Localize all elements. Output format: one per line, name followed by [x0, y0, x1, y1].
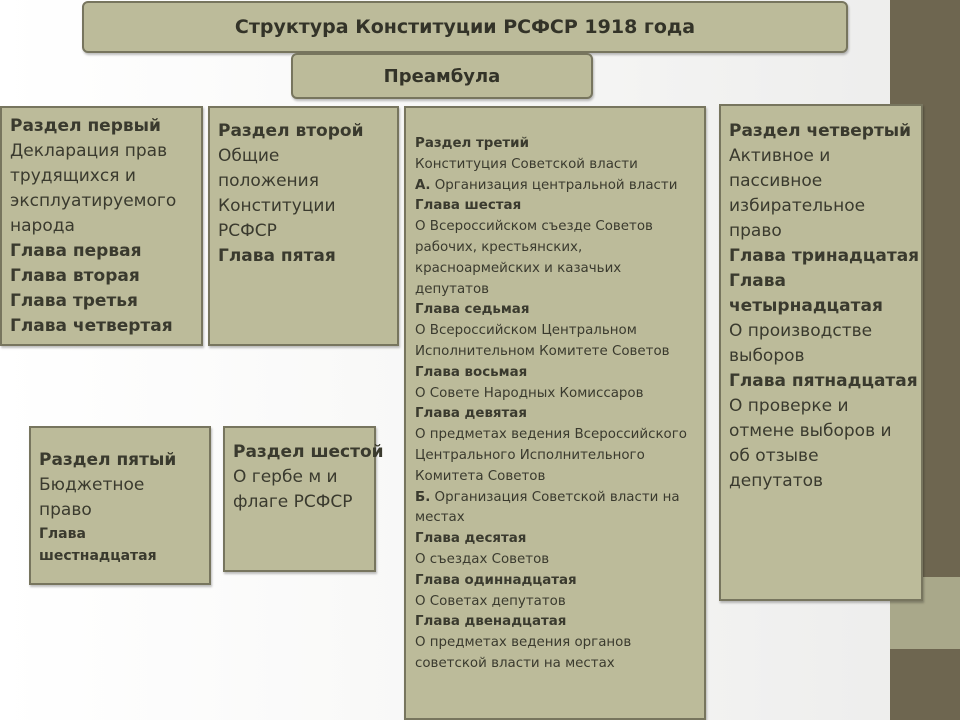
- section-text: Конституции: [218, 196, 336, 216]
- section-text: О Всероссийском Центральном: [415, 323, 637, 339]
- section-3-box: [404, 106, 706, 720]
- section-text: право: [39, 500, 92, 520]
- section-text: Исполнительном Комитете Советов: [415, 343, 670, 359]
- chapter-label: Глава: [729, 271, 786, 291]
- section-text: советской власти на местах: [415, 655, 615, 671]
- section-text: О проверке и: [729, 396, 849, 416]
- section-text: рабочих, крестьянских,: [415, 239, 583, 255]
- section-text: РСФСР: [218, 221, 277, 241]
- section-text: Активное и: [729, 146, 831, 166]
- section-text: Общие: [218, 146, 280, 166]
- decor-stripe-bottom: [890, 649, 960, 720]
- section-text: О Советах депутатов: [415, 593, 566, 609]
- chapter-label: Глава третья: [10, 291, 138, 311]
- chapter-label: Глава пятнадцатая: [729, 371, 918, 391]
- title-box: [82, 1, 848, 53]
- section-text: об отзыве: [729, 446, 819, 466]
- chapter-label: шестнадцатая: [39, 548, 157, 564]
- section-4-box: [719, 104, 923, 601]
- section-heading: Раздел второй: [218, 121, 364, 141]
- section-6-box: [223, 426, 384, 572]
- section-text: Комитета Советов: [415, 468, 546, 484]
- chapter-label: Глава: [39, 526, 86, 542]
- chapter-label: Глава двенадцатая: [415, 614, 567, 630]
- section-text: депутатов: [415, 281, 490, 297]
- section-text: О Совете Народных Комиссаров: [415, 385, 644, 401]
- section-text: депутатов: [729, 471, 824, 491]
- section-text: Бюджетное: [39, 475, 145, 495]
- section-heading: Раздел четвертый: [729, 121, 912, 141]
- section-heading: Раздел шестой: [233, 442, 384, 462]
- section-text: трудящихся и: [10, 166, 136, 186]
- section-heading: Раздел пятый: [39, 450, 177, 470]
- section-text: О предметах ведения органов: [415, 635, 632, 651]
- section-text: А. Организация центральной власти: [415, 177, 678, 193]
- chapter-label: Глава десятая: [415, 531, 527, 547]
- chapter-label: Глава четвертая: [10, 316, 173, 336]
- section-heading: Раздел третий: [415, 136, 529, 151]
- chapter-label: четырнадцатая: [729, 296, 883, 316]
- chapter-label: Глава шестая: [415, 198, 522, 214]
- chapter-label: Глава восьмая: [415, 364, 528, 380]
- section-text: избирательное: [729, 196, 866, 216]
- section-text: О гербе м и: [233, 467, 338, 487]
- preamble-box: [291, 53, 593, 99]
- section-text: эксплуатируемого: [10, 191, 177, 211]
- section-text: местах: [415, 510, 465, 526]
- preamble-label: Преамбула: [383, 65, 501, 87]
- section-text: Б. Организация Советской власти на: [415, 489, 680, 505]
- chapter-label: Глава пятая: [218, 246, 336, 266]
- chapter-label: Глава девятая: [415, 406, 527, 422]
- section-1-box: [0, 106, 203, 346]
- section-text: красноармейских и казачьих: [415, 260, 622, 276]
- section-text: Декларация прав: [10, 141, 168, 161]
- section-text: право: [729, 221, 782, 241]
- section-text: О производстве: [729, 321, 873, 341]
- section-text: Конституция Советской власти: [415, 156, 638, 172]
- chapter-label: Глава первая: [10, 241, 142, 261]
- chapter-label: Глава тринадцатая: [729, 246, 920, 266]
- section-text: пассивное: [729, 171, 823, 191]
- section-5-box: [29, 426, 211, 585]
- page-title: Структура Конституции РСФСР 1918 года: [234, 16, 696, 38]
- section-heading: Раздел первый: [10, 116, 161, 136]
- section-text: народа: [10, 216, 75, 236]
- section-text: флаге РСФСР: [233, 492, 353, 512]
- section-text: выборов: [729, 346, 805, 366]
- section-text: отмене выборов и: [729, 421, 892, 441]
- section-text: положения: [218, 171, 319, 191]
- section-text: О Всероссийском съезде Советов: [415, 219, 653, 235]
- chapter-label: Глава вторая: [10, 266, 140, 286]
- section-2-box: [208, 106, 399, 346]
- section-text: О предметах ведения Всероссийского: [415, 427, 687, 443]
- chapter-label: Глава седьмая: [415, 302, 530, 318]
- section-text: О съездах Советов: [415, 551, 550, 567]
- section-text: Центрального Исполнительного: [415, 447, 645, 463]
- chapter-label: Глава одиннадцатая: [415, 572, 577, 588]
